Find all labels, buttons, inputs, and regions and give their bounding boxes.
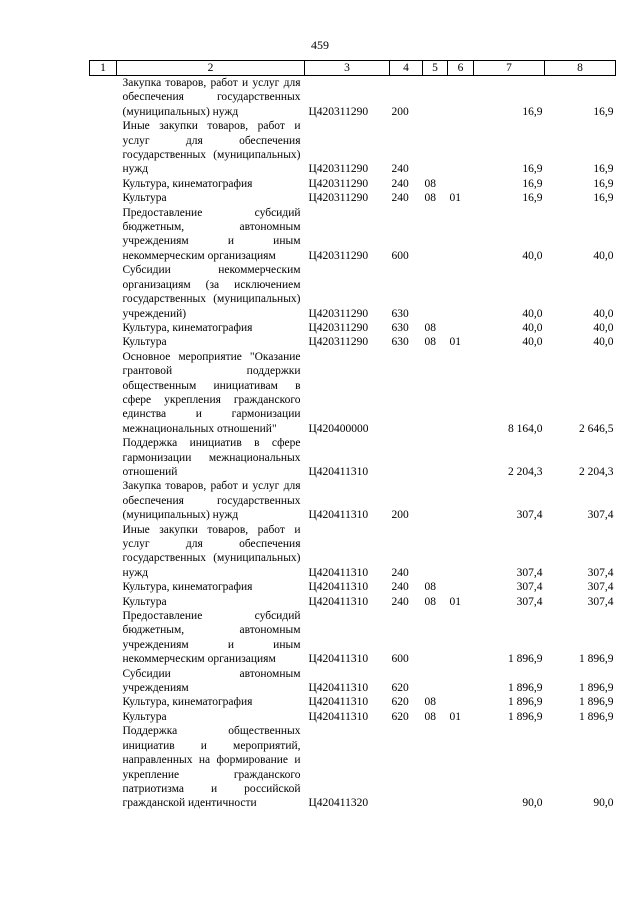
expense-type-cell: 200 bbox=[391, 509, 409, 522]
target-article-cell: Ц420411310 bbox=[308, 696, 369, 709]
table-row bbox=[90, 206, 616, 264]
target-article-cell: Ц420311290 bbox=[308, 307, 369, 320]
amount-col7-cell: 40,0 bbox=[522, 336, 543, 349]
target-article-cell: Ц420411310 bbox=[308, 581, 369, 594]
row-name-cell: Поддержка инициатив в сфере гармонизации межнациональных отношений bbox=[122, 437, 301, 478]
expense-type-cell bbox=[390, 724, 423, 810]
section-cell bbox=[423, 119, 448, 177]
table-row bbox=[90, 523, 616, 581]
target-article-cell: Ц420411310 bbox=[308, 682, 369, 695]
table-row bbox=[90, 609, 616, 667]
table-row bbox=[90, 724, 616, 810]
section-cell: 08 bbox=[424, 581, 436, 594]
amount-col7-cell: 40,0 bbox=[522, 307, 543, 320]
table-row bbox=[90, 335, 616, 349]
section-cell: 08 bbox=[424, 336, 436, 349]
target-article-cell: Ц420311290 bbox=[308, 321, 369, 334]
amount-col8-cell: 40,0 bbox=[593, 321, 614, 334]
section-cell: 08 bbox=[424, 192, 436, 205]
section-cell: 08 bbox=[424, 710, 436, 723]
expense-type-cell: 600 bbox=[391, 249, 409, 262]
row-num-cell bbox=[90, 335, 117, 349]
row-num-cell bbox=[90, 523, 117, 581]
table-row bbox=[90, 191, 616, 205]
amount-col7-cell: 1 896,9 bbox=[508, 696, 543, 709]
target-article-cell: Ц420411310 bbox=[308, 566, 369, 579]
row-name-cell: Субсидии автономным учреждениям bbox=[122, 667, 301, 695]
row-name-cell: Поддержка общественных инициатив и мероприятий, направленных на формирование и укрепление гражданского патриотизма и российской гражданской идентичности bbox=[122, 725, 301, 810]
expense-type-cell: 630 bbox=[391, 336, 409, 349]
subsection-cell bbox=[448, 350, 474, 436]
amount-col8-cell: 16,9 bbox=[593, 192, 614, 205]
amount-col7-cell: 16,9 bbox=[522, 163, 543, 176]
amount-col8-cell: 16,9 bbox=[593, 163, 614, 176]
target-article-cell: Ц420411310 bbox=[308, 465, 369, 478]
subsection-cell bbox=[448, 609, 474, 667]
expense-type-cell: 200 bbox=[391, 105, 409, 118]
amount-col8-cell: 1 896,9 bbox=[579, 696, 614, 709]
target-article-cell: Ц420411310 bbox=[308, 509, 369, 522]
row-name-cell: Культура bbox=[122, 336, 167, 349]
amount-col8-cell: 40,0 bbox=[593, 249, 614, 262]
column-header: 8 bbox=[545, 61, 616, 76]
column-header: 4 bbox=[390, 61, 423, 76]
table-row bbox=[90, 667, 616, 696]
row-num-cell bbox=[90, 436, 117, 479]
table-row bbox=[90, 321, 616, 335]
row-name-cell: Культура bbox=[122, 595, 167, 608]
subsection-cell bbox=[448, 321, 474, 335]
section-cell bbox=[423, 263, 448, 321]
column-header: 7 bbox=[474, 61, 545, 76]
target-article-cell: Ц420411310 bbox=[308, 595, 369, 608]
row-name-cell: Субсидии некоммерческим организациям (за исключением государственных (муниципальных) учреждений) bbox=[122, 264, 301, 320]
expense-type-cell: 620 bbox=[391, 696, 409, 709]
target-article-cell: Ц420311290 bbox=[308, 177, 369, 190]
amount-col7-cell: 40,0 bbox=[522, 321, 543, 334]
target-article-cell: Ц420400000 bbox=[308, 422, 369, 435]
expense-type-cell: 240 bbox=[391, 581, 409, 594]
amount-col8-cell: 1 896,9 bbox=[579, 653, 614, 666]
amount-col7-cell: 1 896,9 bbox=[508, 653, 543, 666]
amount-col7-cell: 16,9 bbox=[522, 177, 543, 190]
row-num-cell bbox=[90, 206, 117, 264]
subsection-cell bbox=[448, 263, 474, 321]
row-num-cell bbox=[90, 609, 117, 667]
table-row bbox=[90, 350, 616, 436]
amount-col7-cell: 16,9 bbox=[522, 192, 543, 205]
amount-col7-cell: 90,0 bbox=[522, 797, 543, 810]
expense-type-cell: 620 bbox=[391, 710, 409, 723]
section-cell bbox=[423, 436, 448, 479]
row-num-cell bbox=[90, 350, 117, 436]
amount-col7-cell: 307,4 bbox=[516, 566, 543, 579]
row-num-cell bbox=[90, 76, 117, 120]
amount-col7-cell: 2 204,3 bbox=[508, 465, 543, 478]
row-name-cell: Культура, кинематография bbox=[122, 696, 253, 709]
section-cell: 08 bbox=[424, 595, 436, 608]
amount-col8-cell: 1 896,9 bbox=[579, 710, 614, 723]
target-article-cell: Ц420311290 bbox=[308, 192, 369, 205]
expense-type-cell bbox=[390, 350, 423, 436]
target-article-cell: Ц420311290 bbox=[308, 249, 369, 262]
amount-col8-cell: 2 204,3 bbox=[579, 465, 614, 478]
amount-col8-cell: 307,4 bbox=[587, 595, 614, 608]
target-article-cell: Ц420311290 bbox=[308, 105, 369, 118]
table-row bbox=[90, 177, 616, 191]
amount-col7-cell: 1 896,9 bbox=[508, 710, 543, 723]
page-number: 459 bbox=[311, 38, 329, 52]
row-num-cell bbox=[90, 263, 117, 321]
amount-col8-cell: 307,4 bbox=[587, 509, 614, 522]
target-article-cell: Ц420411320 bbox=[308, 797, 369, 810]
row-name-cell: Культура bbox=[122, 192, 167, 205]
target-article-cell: Ц420411310 bbox=[308, 710, 369, 723]
section-cell: 08 bbox=[424, 177, 436, 190]
amount-col7-cell: 1 896,9 bbox=[508, 682, 543, 695]
amount-col8-cell: 40,0 bbox=[593, 336, 614, 349]
budget-table bbox=[89, 60, 616, 811]
amount-col7-cell: 307,4 bbox=[516, 509, 543, 522]
row-name-cell: Закупка товаров, работ и услуг для обеспечения государственных (муниципальных) нужд bbox=[122, 77, 301, 118]
section-cell bbox=[423, 350, 448, 436]
amount-col7-cell: 307,4 bbox=[516, 595, 543, 608]
subsection-cell bbox=[448, 76, 474, 120]
section-cell bbox=[423, 609, 448, 667]
row-name-cell: Иные закупки товаров, работ и услуг для обеспечения государственных (муниципальных) нужд bbox=[122, 523, 301, 579]
section-cell: 08 bbox=[424, 696, 436, 709]
amount-col8-cell: 40,0 bbox=[593, 307, 614, 320]
subsection-cell: 01 bbox=[449, 192, 461, 205]
row-num-cell bbox=[90, 724, 117, 810]
subsection-cell bbox=[448, 119, 474, 177]
amount-col8-cell: 16,9 bbox=[593, 177, 614, 190]
expense-type-cell: 240 bbox=[391, 595, 409, 608]
expense-type-cell: 620 bbox=[391, 682, 409, 695]
subsection-cell bbox=[448, 479, 474, 522]
section-cell bbox=[423, 479, 448, 522]
target-article-cell: Ц420311290 bbox=[308, 336, 369, 349]
section-cell bbox=[423, 724, 448, 810]
table-body bbox=[90, 76, 616, 811]
row-name-cell: Культура bbox=[122, 710, 167, 723]
column-header: 1 bbox=[90, 61, 117, 76]
expense-type-cell bbox=[390, 436, 423, 479]
row-num-cell bbox=[90, 580, 117, 594]
row-num-cell bbox=[90, 667, 117, 696]
table-row bbox=[90, 436, 616, 479]
expense-type-cell: 240 bbox=[391, 163, 409, 176]
row-name-cell: Основное мероприятие "Оказание грантовой поддержки общественным инициативам в сфере укрепления гражданского единства и гармонизации межнациональных отношений" bbox=[122, 350, 301, 435]
table-row bbox=[90, 710, 616, 724]
section-cell bbox=[423, 76, 448, 120]
row-num-cell bbox=[90, 479, 117, 522]
amount-col8-cell: 1 896,9 bbox=[579, 682, 614, 695]
row-num-cell bbox=[90, 119, 117, 177]
subsection-cell bbox=[448, 667, 474, 696]
subsection-cell bbox=[448, 206, 474, 264]
subsection-cell bbox=[448, 523, 474, 581]
subsection-cell: 01 bbox=[449, 336, 461, 349]
amount-col8-cell: 307,4 bbox=[587, 581, 614, 594]
row-name-cell: Культура, кинематография bbox=[122, 177, 253, 190]
row-num-cell bbox=[90, 191, 117, 205]
amount-col7-cell: 16,9 bbox=[522, 105, 543, 118]
expense-type-cell: 240 bbox=[391, 566, 409, 579]
table-row bbox=[90, 119, 616, 177]
table-row bbox=[90, 76, 616, 120]
row-num-cell bbox=[90, 695, 117, 709]
amount-col8-cell: 16,9 bbox=[593, 105, 614, 118]
expense-type-cell: 630 bbox=[391, 321, 409, 334]
row-num-cell bbox=[90, 177, 117, 191]
table-header-row bbox=[90, 61, 616, 76]
row-num-cell bbox=[90, 321, 117, 335]
subsection-cell bbox=[448, 436, 474, 479]
row-num-cell bbox=[90, 595, 117, 609]
expense-type-cell: 240 bbox=[391, 177, 409, 190]
expense-type-cell: 240 bbox=[391, 192, 409, 205]
subsection-cell bbox=[448, 695, 474, 709]
row-name-cell: Иные закупки товаров, работ и услуг для обеспечения государственных (муниципальных) нужд bbox=[122, 120, 301, 176]
section-cell: 08 bbox=[424, 321, 436, 334]
expense-type-cell: 630 bbox=[391, 307, 409, 320]
row-name-cell: Культура, кинематография bbox=[122, 321, 253, 334]
subsection-cell: 01 bbox=[449, 710, 461, 723]
column-header: 3 bbox=[305, 61, 390, 76]
column-header: 2 bbox=[117, 61, 305, 76]
amount-col7-cell: 40,0 bbox=[522, 249, 543, 262]
amount-col8-cell: 2 646,5 bbox=[579, 422, 614, 435]
amount-col8-cell: 90,0 bbox=[593, 797, 614, 810]
table-row bbox=[90, 695, 616, 709]
subsection-cell bbox=[448, 724, 474, 810]
column-header: 6 bbox=[448, 61, 474, 76]
row-name-cell: Культура, кинематография bbox=[122, 581, 253, 594]
column-header: 5 bbox=[423, 61, 448, 76]
table-row bbox=[90, 595, 616, 609]
section-cell bbox=[423, 523, 448, 581]
table-row bbox=[90, 580, 616, 594]
subsection-cell bbox=[448, 177, 474, 191]
table-row bbox=[90, 479, 616, 522]
row-name-cell: Закупка товаров, работ и услуг для обеспечения государственных (муниципальных) нужд bbox=[122, 480, 301, 522]
target-article-cell: Ц420311290 bbox=[308, 163, 369, 176]
table-row bbox=[90, 263, 616, 321]
section-cell bbox=[423, 206, 448, 264]
amount-col7-cell: 8 164,0 bbox=[508, 422, 543, 435]
expense-type-cell: 600 bbox=[391, 653, 409, 666]
amount-col8-cell: 307,4 bbox=[587, 566, 614, 579]
section-cell bbox=[423, 667, 448, 696]
subsection-cell: 01 bbox=[449, 595, 461, 608]
row-name-cell: Предоставление субсидий бюджетным, автономным учреждениям и иным некоммерческим организациям bbox=[122, 206, 301, 262]
amount-col7-cell: 307,4 bbox=[516, 581, 543, 594]
target-article-cell: Ц420411310 bbox=[308, 653, 369, 666]
subsection-cell bbox=[448, 580, 474, 594]
row-name-cell: Предоставление субсидий бюджетным, автономным учреждениям и иным некоммерческим организациям bbox=[122, 610, 301, 666]
row-num-cell bbox=[90, 710, 117, 724]
